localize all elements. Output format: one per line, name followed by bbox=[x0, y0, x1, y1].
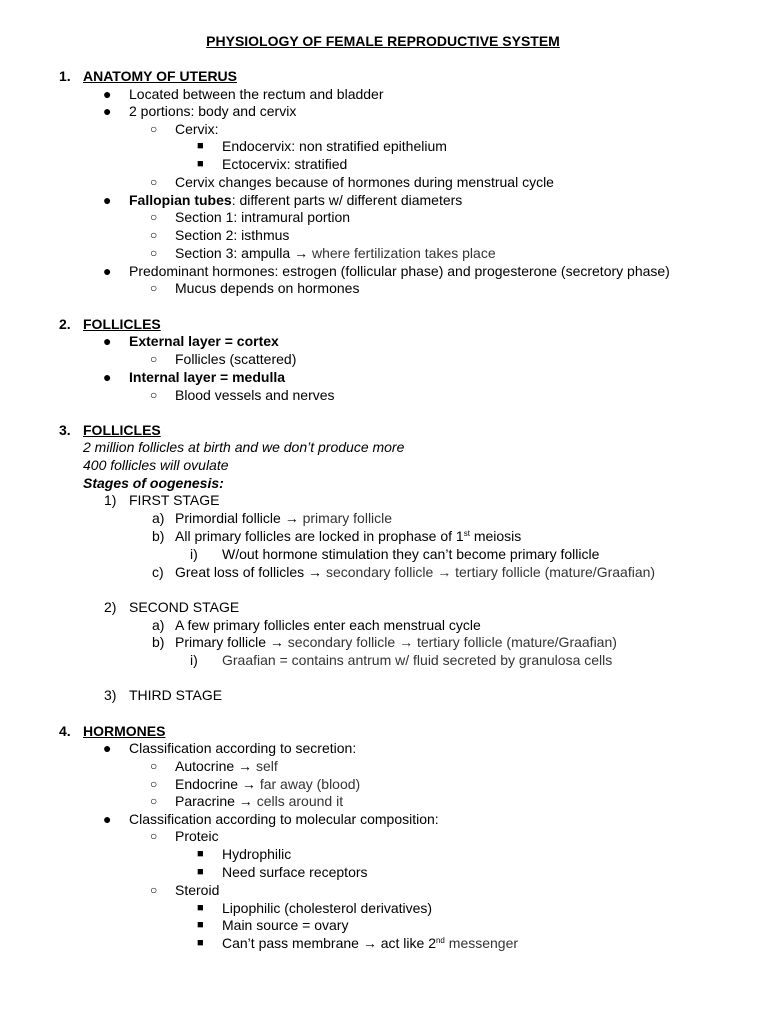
text-part: All primary follicles are locked in prophase of 1 bbox=[175, 528, 464, 544]
text-part: Paracrine → bbox=[175, 793, 257, 809]
square-bullet-icon: ■ bbox=[197, 848, 204, 860]
stage-number: 3) bbox=[104, 687, 117, 703]
list-item-text: Proteic bbox=[175, 828, 219, 844]
list-item-text: Lipophilic (cholesterol derivatives) bbox=[222, 900, 433, 916]
circle-bullet-icon: ○ bbox=[150, 281, 158, 295]
subheading: Stages of oogenesis: bbox=[83, 475, 224, 491]
circle-bullet-icon: ○ bbox=[150, 829, 158, 843]
text-part: Primary follicle → bbox=[175, 634, 288, 650]
square-bullet-icon: ■ bbox=[197, 919, 204, 931]
stage-number: 1) bbox=[104, 492, 117, 508]
circle-bullet-icon: ○ bbox=[150, 210, 158, 224]
text-part: secondary follicle → tertiary follicle (mature/Graafian) bbox=[287, 634, 617, 650]
circle-bullet-icon: ○ bbox=[150, 228, 158, 242]
section-heading: FOLLICLES bbox=[83, 422, 161, 438]
square-bullet-icon: ■ bbox=[197, 866, 204, 878]
list-item-text bbox=[222, 935, 518, 952]
text-part: secondary follicle → tertiary follicle (mature/Graafian) bbox=[325, 564, 656, 580]
list-item-text: Graafian = contains antrum w/ fluid secreted by granulosa cells bbox=[222, 652, 613, 668]
list-item-text: Cervix changes because of hormones during menstrual cycle bbox=[175, 174, 554, 190]
text-part: Endocrine → bbox=[175, 776, 260, 792]
section-number: 4. bbox=[59, 723, 71, 739]
section-heading: FOLLICLES bbox=[83, 316, 161, 332]
circle-bullet-icon: ○ bbox=[150, 175, 158, 189]
text-part: primary follicle bbox=[302, 510, 393, 526]
square-bullet-icon: ■ bbox=[197, 140, 204, 152]
bold-term: Fallopian tubes bbox=[129, 192, 232, 208]
text-part: Can’t pass membrane → act like 2 bbox=[222, 935, 436, 951]
list-item-text bbox=[175, 564, 655, 581]
disc-bullet-icon: ● bbox=[103, 192, 112, 208]
list-item-text: Cervix: bbox=[175, 121, 219, 137]
circle-bullet-icon: ○ bbox=[150, 759, 158, 773]
disc-bullet-icon: ● bbox=[103, 103, 112, 119]
list-item-text bbox=[175, 528, 521, 545]
disc-bullet-icon: ● bbox=[103, 333, 112, 349]
stage-title: THIRD STAGE bbox=[129, 687, 223, 703]
list-item-text: W/out hormone stimulation they can’t become primary follicle bbox=[222, 546, 600, 562]
list-item-text: Follicles (scattered) bbox=[175, 351, 297, 367]
text-part: meiosis bbox=[469, 528, 522, 544]
list-label: i) bbox=[190, 652, 198, 668]
text-part: Primordial follicle → bbox=[175, 510, 303, 526]
circle-bullet-icon: ○ bbox=[150, 388, 158, 402]
text-part: Section 3: ampulla → bbox=[175, 245, 312, 261]
list-item-text: External layer = cortex bbox=[129, 333, 279, 349]
list-item-text: Located between the rectum and bladder bbox=[129, 86, 384, 102]
list-label: b) bbox=[152, 634, 165, 650]
paragraph-line: 2 million follicles at birth and we don’t produce more bbox=[83, 439, 405, 455]
list-label: i) bbox=[190, 546, 198, 562]
stage-number: 2) bbox=[104, 599, 117, 615]
list-item-text bbox=[175, 245, 496, 262]
stage-title: FIRST STAGE bbox=[129, 492, 220, 508]
circle-bullet-icon: ○ bbox=[150, 122, 158, 136]
square-bullet-icon: ■ bbox=[197, 902, 204, 914]
section-heading: ANATOMY OF UTERUS bbox=[83, 68, 238, 84]
list-label: b) bbox=[152, 528, 165, 544]
text-part: far away (blood) bbox=[259, 776, 361, 792]
circle-bullet-icon: ○ bbox=[150, 794, 158, 808]
list-item-text: Steroid bbox=[175, 882, 220, 898]
list-item-text: Section 2: isthmus bbox=[175, 227, 290, 243]
section-number: 2. bbox=[59, 316, 71, 332]
circle-bullet-icon: ○ bbox=[150, 246, 158, 260]
list-item-text: Need surface receptors bbox=[222, 864, 368, 880]
list-label: c) bbox=[152, 564, 164, 580]
disc-bullet-icon: ● bbox=[103, 740, 112, 756]
disc-bullet-icon: ● bbox=[103, 811, 112, 827]
list-item-text: Classification according to secretion: bbox=[129, 740, 357, 756]
list-item-text bbox=[175, 634, 617, 651]
text-part: where fertilization takes place bbox=[311, 245, 496, 261]
square-bullet-icon: ■ bbox=[197, 937, 204, 949]
text-part: Great loss of follicles → bbox=[175, 564, 326, 580]
section-number: 3. bbox=[59, 422, 71, 438]
list-item-text: Predominant hormones: estrogen (follicular phase) and progesterone (secretory phase) bbox=[129, 263, 670, 279]
text-part: Autocrine → bbox=[175, 758, 256, 774]
term-description: : different parts w/ different diameters bbox=[231, 192, 463, 208]
circle-bullet-icon: ○ bbox=[150, 352, 158, 366]
list-item-text: A few primary follicles enter each menstrual cycle bbox=[175, 617, 481, 633]
text-part: cells around it bbox=[256, 793, 344, 809]
list-item-text: Internal layer = medulla bbox=[129, 369, 286, 385]
list-item-text bbox=[175, 510, 392, 527]
list-item-text: Main source = ovary bbox=[222, 917, 349, 933]
list-item-text: Ectocervix: stratified bbox=[222, 156, 348, 172]
text-part: messenger bbox=[444, 935, 519, 951]
superscript: st bbox=[463, 529, 470, 538]
list-item-text bbox=[129, 192, 462, 209]
list-item-text bbox=[175, 793, 343, 810]
section-number: 1. bbox=[59, 68, 71, 84]
stage-title: SECOND STAGE bbox=[129, 599, 240, 615]
list-item-text: 2 portions: body and cervix bbox=[129, 103, 297, 119]
list-label: a) bbox=[152, 510, 165, 526]
square-bullet-icon: ■ bbox=[197, 158, 204, 170]
section-heading: HORMONES bbox=[83, 723, 166, 739]
list-label: a) bbox=[152, 617, 165, 633]
disc-bullet-icon: ● bbox=[103, 263, 112, 279]
list-item-text: Endocervix: non stratified epithelium bbox=[222, 138, 447, 154]
list-item-text: Section 1: intramural portion bbox=[175, 209, 351, 225]
list-item-text bbox=[175, 776, 360, 793]
disc-bullet-icon: ● bbox=[103, 86, 112, 102]
list-item-text: Mucus depends on hormones bbox=[175, 280, 360, 296]
page-title: PHYSIOLOGY OF FEMALE REPRODUCTIVE SYSTEM bbox=[206, 33, 560, 49]
text-part: self bbox=[255, 758, 278, 774]
paragraph-line: 400 follicles will ovulate bbox=[83, 457, 229, 473]
circle-bullet-icon: ○ bbox=[150, 883, 158, 897]
superscript: nd bbox=[435, 936, 445, 945]
disc-bullet-icon: ● bbox=[103, 369, 112, 385]
list-item-text bbox=[175, 758, 278, 775]
list-item-text: Hydrophilic bbox=[222, 846, 292, 862]
list-item-text: Blood vessels and nerves bbox=[175, 387, 335, 403]
list-item-text: Classification according to molecular composition: bbox=[129, 811, 439, 827]
circle-bullet-icon: ○ bbox=[150, 777, 158, 791]
